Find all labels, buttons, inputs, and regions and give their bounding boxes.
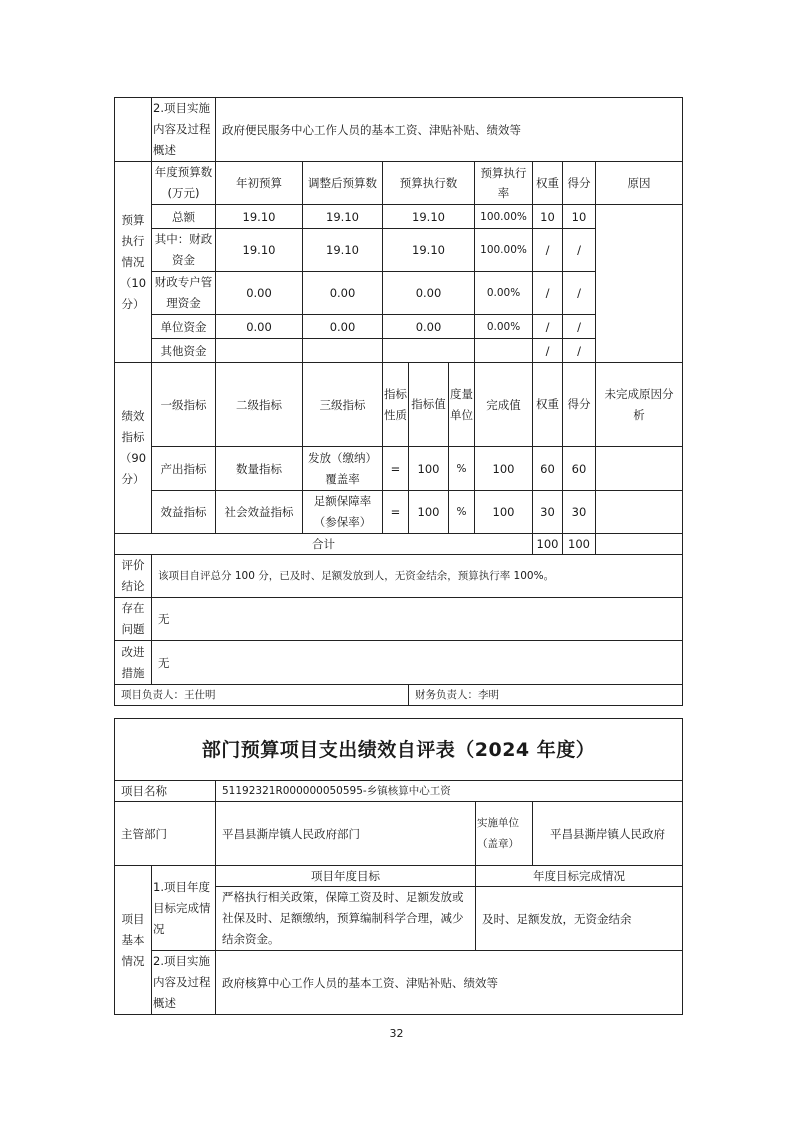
goal-text: 严格执行相关政策，保障工资及时、足额发放或社保及时、足额缴纳，预算编制科学合理，减少结余资金。 [216,887,476,951]
budget-header-year: 年度预算数(万元) [152,162,216,205]
goal-label: 1.项目年度目标完成情况 [152,866,216,951]
project-name-label: 项目名称 [115,781,216,802]
budget-header-weight: 权重 [533,162,563,205]
budget-weight: / [533,339,563,363]
title-row [115,719,683,781]
total-reason [596,534,683,555]
perf-l3: 足额保障率（参保率） [303,491,383,534]
budget-executed: 0.00 [383,315,475,339]
budget-initial: 0.00 [216,272,303,315]
budget-executed: 19.10 [383,229,475,272]
budget-initial: 19.10 [216,205,303,229]
budget-rate [475,339,533,363]
budget-header-score: 得分 [563,162,596,205]
perf-unit: % [449,447,475,491]
budget-row-name: 财政专户管理资金 [152,272,216,315]
project-lead: 项目负责人：王仕明 [115,685,409,706]
perf-unit: % [449,491,475,534]
perf-reason [596,491,683,534]
perf-header-l3: 三级指标 [303,363,383,447]
budget-reason [596,205,683,363]
budget-adjusted [303,339,383,363]
perf-nature: = [383,447,409,491]
impl-text: 政府核算中心工作人员的基本工资、津贴补贴、绩效等 [216,951,683,1015]
budget-executed [383,339,475,363]
perf-done: 100 [475,491,533,534]
improve-label: 改进措施 [115,641,152,685]
budget-executed: 19.10 [383,205,475,229]
department-row [115,802,683,866]
budget-score: / [563,315,596,339]
total-score: 100 [563,534,596,555]
perf-header-l2: 二级指标 [216,363,303,447]
budget-row-name: 其他资金 [152,339,216,363]
problems-text: 无 [152,598,683,641]
budget-score: / [563,272,596,315]
perf-header-value: 指标值 [409,363,449,447]
perf-score: 30 [563,491,596,534]
budget-header-reason: 原因 [596,162,683,205]
perf-l1: 效益指标 [152,491,216,534]
perf-l2: 数量指标 [216,447,303,491]
budget-initial: 0.00 [216,315,303,339]
perf-value: 100 [409,491,449,534]
dept-value: 平昌县澌岸镇人民政府部门 [216,802,476,866]
budget-header-rate: 预算执行率 [475,162,533,205]
budget-weight: 10 [533,205,563,229]
impl-row [115,951,683,1015]
perf-section-label: 绩效指标（90分） [115,363,152,534]
improve-row [115,641,683,685]
perf-header-row [115,363,683,447]
total-row [115,534,683,555]
impl-row [115,98,683,162]
impl-text: 政府便民服务中心工作人员的基本工资、津贴补贴、绩效等 [216,98,683,162]
perf-header-weight: 权重 [533,363,563,447]
budget-score: / [563,229,596,272]
perf-row [115,447,683,491]
conclusion-row [115,555,683,598]
budget-rate: 100.00% [475,229,533,272]
budget-score: 10 [563,205,596,229]
budget-weight: / [533,315,563,339]
project-name-value: 51192321R000000050595-乡镇核算中心工资 [216,781,683,802]
budget-adjusted: 19.10 [303,229,383,272]
blank-cell [115,98,152,162]
perf-header-nature: 指标性质 [383,363,409,447]
budget-rate: 0.00% [475,272,533,315]
perf-l3: 发放（缴纳）覆盖率 [303,447,383,491]
basic-info-label: 项目基本情况 [115,866,152,1015]
impl-unit-label: 实施单位（盖章） [476,802,533,866]
conclusion-label: 评价结论 [115,555,152,598]
table-title: 部门预算项目支出绩效自评表（2024 年度） [115,719,683,781]
budget-adjusted: 0.00 [303,315,383,339]
goal-done-text: 及时、足额发放，无资金结余 [476,887,683,951]
budget-initial: 19.10 [216,229,303,272]
budget-row-name: 总额 [152,205,216,229]
impl-label: 2.项目实施内容及过程概述 [152,951,216,1015]
budget-header-initial: 年初预算 [216,162,303,205]
budget-header-executed: 预算执行数 [383,162,475,205]
self-evaluation-table [114,718,683,1015]
budget-adjusted: 0.00 [303,272,383,315]
budget-rate: 0.00% [475,315,533,339]
perf-reason [596,447,683,491]
perf-row [115,491,683,534]
budget-row [115,205,683,229]
impl-label: 2.项目实施内容及过程概述 [152,98,216,162]
perf-done: 100 [475,447,533,491]
goal-header-row [115,866,683,887]
perf-header-reason: 未完成原因分析 [596,363,683,447]
budget-rate: 100.00% [475,205,533,229]
budget-header-adjusted: 调整后预算数 [303,162,383,205]
budget-executed: 0.00 [383,272,475,315]
budget-performance-table-continued [114,97,683,706]
perf-l1: 产出指标 [152,447,216,491]
perf-score: 60 [563,447,596,491]
dept-label: 主管部门 [115,802,216,866]
conclusion-text: 该项目自评总分 100 分，已及时、足额发放到人，无资金结余，预算执行率 100%。 [152,555,683,598]
perf-nature: = [383,491,409,534]
budget-row-name: 其中：财政资金 [152,229,216,272]
project-name-row [115,781,683,802]
perf-header-l1: 一级指标 [152,363,216,447]
problems-label: 存在问题 [115,598,152,641]
perf-l2: 社会效益指标 [216,491,303,534]
improve-text: 无 [152,641,683,685]
total-label: 合计 [115,534,533,555]
page-number: 32 [389,1027,404,1040]
budget-score: / [563,339,596,363]
budget-weight: / [533,272,563,315]
goal-header: 项目年度目标 [216,866,476,887]
budget-initial [216,339,303,363]
impl-unit-value: 平昌县澌岸镇人民政府 [533,802,683,866]
goal-done-header: 年度目标完成情况 [476,866,683,887]
budget-row-name: 单位资金 [152,315,216,339]
budget-weight: / [533,229,563,272]
perf-weight: 60 [533,447,563,491]
perf-header-score: 得分 [563,363,596,447]
perf-header-unit: 度量单位 [449,363,475,447]
perf-weight: 30 [533,491,563,534]
finance-lead: 财务负责人：李明 [409,685,683,706]
total-weight: 100 [533,534,563,555]
problems-row [115,598,683,641]
signature-row [115,685,683,706]
budget-section-label: 预算执行情况（10分） [115,162,152,363]
budget-adjusted: 19.10 [303,205,383,229]
perf-value: 100 [409,447,449,491]
perf-header-done: 完成值 [475,363,533,447]
budget-header-row [115,162,683,205]
